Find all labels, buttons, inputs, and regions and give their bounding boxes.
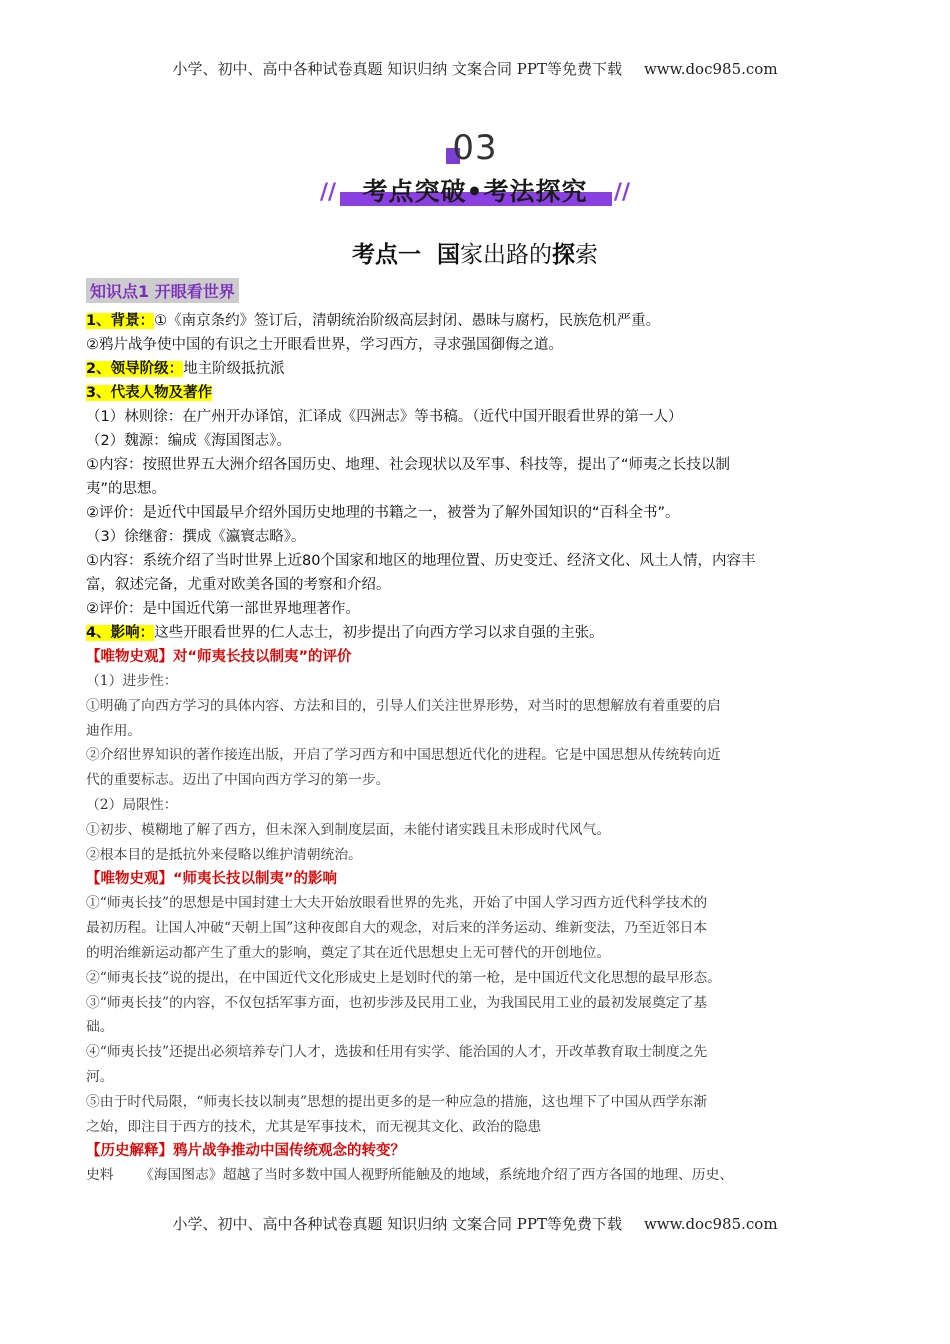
impact-text: 这些开眼看世界的仁人志士，初步提出了向西方学习以求自强的主张。 (154, 625, 604, 641)
source-text: 《海国图志》超越了当时多数中国人视野所能触及的地域，系统地介绍了西方各国的地理、历史、 (139, 1167, 734, 1184)
banner-right-slashes: // (613, 180, 630, 205)
knowledge-point-label: 知识点1 开眼看世界 (86, 278, 239, 303)
rep-line-7: ①内容：系统介绍了当时世界上近80个国家和地区的地理位置、历史变迁、经济文化、风土人情，内容丰 (86, 553, 756, 569)
leadership-text: 地主阶级抵抗派 (183, 361, 285, 377)
header-url[interactable]: www.doc985.com (643, 60, 778, 78)
evaluation-title: 【唯物史观】对“师夷长技以制夷”的评价 (86, 649, 352, 665)
influence-line-10: 之始，即注目于西方的技术，尤其是军事技术，而无视其文化、政治的隐患 (86, 1118, 542, 1135)
influence-line-1: ①“师夷长技”的思想是中国封建士大夫开始放眼看世界的先兆，开始了中国人学习西方近代科学技术的 (86, 895, 708, 912)
background-line (86, 309, 870, 333)
eval-line-4: ②介绍世界知识的著作接连出版，开启了学习西方和中国思想近代化的进程。它是中国思想从传统转向近 (86, 747, 721, 764)
influence-line-6: 础。 (86, 1019, 114, 1036)
source-label: 史料 (86, 1167, 114, 1184)
topic-word-1: 国 (437, 242, 460, 268)
eval-line-1: （1）进步性： (86, 673, 178, 689)
rep-line-3: ①内容：按照世界五大洲介绍各国历史、地理、社会现状以及军事、科技等，提出了“师夷之长技以制 (86, 457, 731, 473)
eval-line-8: ②根本目的是抵抗外来侵略以维护清朝统治。 (86, 846, 362, 863)
topic-word-3: 探 (552, 242, 575, 268)
rep-line-6: （3）徐继畲：撰成《瀛寰志略》。 (86, 529, 306, 545)
representatives-label: 3、代表人物及著作 (86, 385, 213, 401)
representatives-heading (86, 381, 870, 405)
page-header (0, 58, 950, 79)
leadership-line (86, 357, 870, 381)
influence-line-8: 河。 (86, 1068, 114, 1085)
influence-line-4: ②“师夷长技”说的提出，在中国近代文化形成史上是划时代的第一枪，是中国近代文化思想的最早形态。 (86, 969, 721, 986)
rep-line-8: 富，叙述完备，尤重对欧美各国的考察和介绍。 (86, 577, 391, 593)
rep-line-9: ②评价：是中国近代第一部世界地理著作。 (86, 601, 360, 617)
source-line (86, 1163, 870, 1188)
rep-line-1: （1）林则徐：在广州开办译馆，汇译成《四洲志》等书稿。（近代中国开眼看世界的第一人） (86, 409, 683, 425)
page-footer (0, 1213, 950, 1234)
topic-title (0, 236, 950, 269)
impact-label: 4、影响： (86, 625, 155, 641)
leadership-label: 2、领导阶级： (86, 361, 184, 377)
topic-prefix: 考点一 (351, 242, 421, 268)
banner-left-slashes: // (320, 180, 337, 205)
topic-word-2: 家出路的 (460, 242, 552, 268)
footer-text: 小学、初中、高中各种试卷真题 知识归纳 文案合同 PPT等免费下载 (172, 1215, 622, 1233)
background-label: 1、背景： (86, 313, 155, 329)
eval-line-3: 迪作用。 (86, 722, 142, 739)
rep-line-4: 夷”的思想。 (86, 481, 167, 497)
topic-word-4: 索 (575, 242, 598, 268)
rep-line-5: ②评价：是近代中国最早介绍外国历史地理的书籍之一，被誉为了解外国知识的“百科全书”。 (86, 505, 680, 521)
footer-url[interactable]: www.doc985.com (643, 1215, 778, 1233)
background-text: ①《南京条约》签订后，清朝统治阶级高层封闭、愚昧与腐朽，民族危机严重。 (154, 313, 661, 329)
section-banner (320, 170, 630, 214)
influence-title: 【唯物史观】“师夷长技以制夷”的影响 (86, 871, 338, 888)
banner-title: 考点突破•考法探究 (362, 177, 588, 206)
background-line-2: ②鸦片战争使中国的有识之士开眼看世界，学习西方，寻求强国御侮之道。 (86, 337, 563, 353)
influence-line-9: ⑤由于时代局限，“师夷长技以制夷”思想的提出更多的是一种应急的措施，这也埋下了中国从西学东渐 (86, 1093, 708, 1110)
rep-line-2: （2）魏源：编成《海国图志》。 (86, 433, 291, 449)
influence-line-7: ④“师夷长技”还提出必须培养专门人才，选拔和任用有实学、能治国的人才，开改革教育取士制度之先 (86, 1044, 708, 1061)
section-number: 03 (452, 128, 498, 168)
explanation-title: 【历史解释】鸦片战争推动中国传统观念的转变？ (86, 1143, 405, 1160)
eval-line-6: （2）局限性： (86, 796, 178, 813)
main-content (86, 278, 870, 1188)
influence-line-5: ③“师夷长技”的内容，不仅包括军事方面，也初步涉及民用工业，为我国民用工业的最初发展奠定了基 (86, 994, 708, 1011)
header-text: 小学、初中、高中各种试卷真题 知识归纳 文案合同 PPT等免费下载 (172, 60, 622, 78)
impact-line (86, 621, 870, 645)
eval-line-5: 代的重要标志。迈出了中国向西方学习的第一步。 (86, 772, 390, 789)
influence-line-2: 最初历程。让国人冲破“天朝上国”这种夜郎自大的观念，对后来的洋务运动、维新变法，乃至近邻日本 (86, 920, 708, 937)
eval-line-2: ①明确了向西方学习的具体内容、方法和目的，引导人们关注世界形势，对当时的思想解放有着重要的启 (86, 697, 721, 714)
eval-line-7: ①初步、模糊地了解了西方，但未深入到制度层面，未能付诸实践且未形成时代风气。 (86, 821, 611, 838)
influence-line-3: 的明治维新运动都产生了重大的影响，奠定了其在近代思想史上无可替代的开创地位。 (86, 944, 611, 961)
